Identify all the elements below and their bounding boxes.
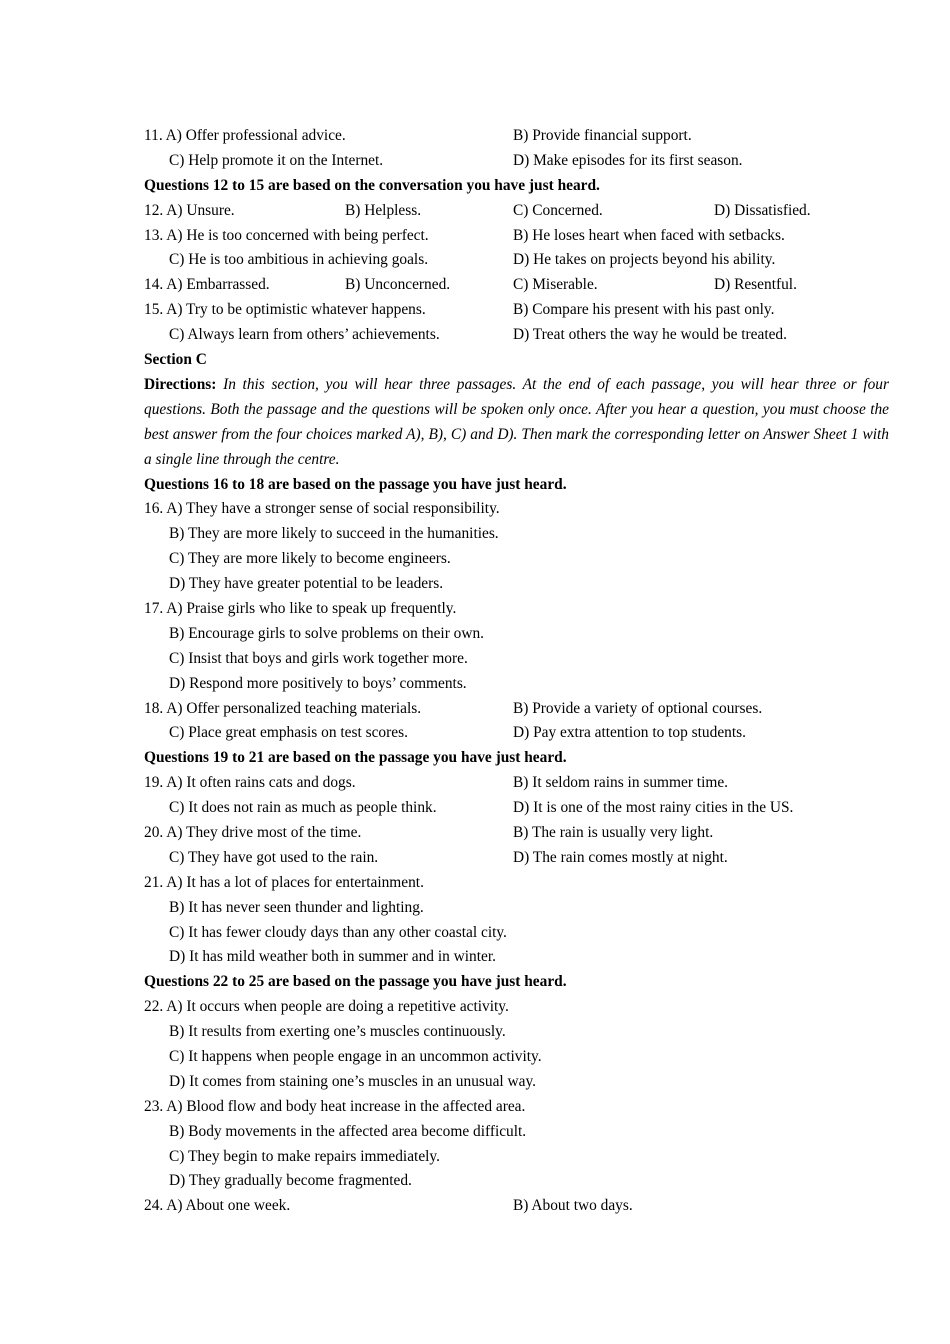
q16-option-a-text: 16. A) They have a stronger sense of social responsibility. xyxy=(144,500,500,518)
q17-option-c xyxy=(144,647,889,672)
question-14-row xyxy=(144,273,889,298)
q22-option-b xyxy=(144,1020,889,1045)
question-18-row-ab xyxy=(144,697,889,722)
q21-option-a-text: 21. A) It has a lot of places for entertainment. xyxy=(144,873,424,891)
q14-option-c: C) Miserable. xyxy=(513,276,598,294)
q22-option-c xyxy=(144,1045,889,1070)
q21-option-a xyxy=(144,871,889,896)
question-11-row-ab xyxy=(144,124,889,149)
q15-option-b: B) Compare his present with his past only. xyxy=(513,301,775,319)
q21-option-c xyxy=(144,921,889,946)
q13-option-a: 13. A) He is too concerned with being perfect. xyxy=(144,226,429,244)
q13-option-d: D) He takes on projects beyond his ability. xyxy=(513,251,776,269)
q23-option-d xyxy=(144,1169,889,1194)
question-13-row-ab xyxy=(144,224,889,249)
q14-option-d: D) Resentful. xyxy=(714,276,797,294)
question-24-row-ab xyxy=(144,1194,889,1219)
q23-option-a xyxy=(144,1095,889,1120)
q13-option-b: B) He loses heart when faced with setbacks. xyxy=(513,226,785,244)
question-11-row-cd xyxy=(144,149,889,174)
q19-option-c: C) It does not rain as much as people think. xyxy=(169,799,437,817)
question-13-row-cd xyxy=(144,248,889,273)
q17-option-a xyxy=(144,597,889,622)
heading-questions-12-15: Questions 12 to 15 are based on the conversation you have just heard. xyxy=(144,176,600,194)
q22-option-b-text: B) It results from exerting one’s muscles continuously. xyxy=(169,1023,506,1041)
q20-option-c: C) They have got used to the rain. xyxy=(169,848,379,866)
question-15-row-cd xyxy=(144,323,889,348)
q16-option-d xyxy=(144,572,889,597)
q23-option-d-text: D) They gradually become fragmented. xyxy=(169,1172,412,1190)
q12-option-d: D) Dissatisfied. xyxy=(714,201,811,219)
q22-option-d-text: D) It comes from staining one’s muscles in an unusual way. xyxy=(169,1072,537,1090)
q21-option-b-text: B) It has never seen thunder and lighting. xyxy=(169,898,424,916)
q20-option-d: D) The rain comes mostly at night. xyxy=(513,848,728,866)
q20-option-b: B) The rain is usually very light. xyxy=(513,824,714,841)
question-12-row xyxy=(144,199,889,224)
q12-option-c: C) Concerned. xyxy=(513,201,603,219)
question-15-row-ab xyxy=(144,298,889,323)
heading-questions-22-25: Questions 22 to 25 are based on the passage you have just heard. xyxy=(144,973,567,991)
directions-text: In this section, you will hear three passages. At the end of each passage, you will hear three or four questions. Both the passage and the questions will be spoken only once. After you hear a question, you must choose the best answer from the four choices marked A), B), C) and D). Then mark the corresponding letter on Answer Sheet 1 with a single line through the centre. xyxy=(144,375,889,468)
q17-option-a-text: 17. A) Praise girls who like to speak up frequently. xyxy=(144,599,457,617)
q15-option-a: 15. A) Try to be optimistic whatever happens. xyxy=(144,301,426,319)
q20-option-a: 20. A) They drive most of the time. xyxy=(144,824,362,841)
question-20-row-ab xyxy=(144,821,889,846)
q23-option-a-text: 23. A) Blood flow and body heat increase in the affected area. xyxy=(144,1097,526,1115)
q24-option-a: 24. A) About one week. xyxy=(144,1197,291,1215)
q11-option-d: D) Make episodes for its first season. xyxy=(513,151,743,169)
q11-option-c: C) Help promote it on the Internet. xyxy=(169,151,384,169)
q17-option-d-text: D) Respond more positively to boys’ comments. xyxy=(169,674,467,692)
question-19-row-ab xyxy=(144,771,889,796)
q12-option-a: 12. A) Unsure. xyxy=(144,201,235,219)
q12-option-b: B) Helpless. xyxy=(345,201,422,219)
q16-option-c-text: C) They are more likely to become engineers. xyxy=(169,550,451,568)
q22-option-c-text: C) It happens when people engage in an uncommon activity. xyxy=(169,1048,542,1066)
q17-option-b-text: B) Encourage girls to solve problems on their own. xyxy=(169,624,485,642)
q21-option-d-text: D) It has mild weather both in summer and in winter. xyxy=(169,948,496,966)
heading-questions-19-21: Questions 19 to 21 are based on the passage you have just heard. xyxy=(144,749,567,767)
q23-option-b xyxy=(144,1120,889,1145)
heading-questions-16-18: Questions 16 to 18 are based on the passage you have just heard. xyxy=(144,475,567,493)
q24-option-b: B) About two days. xyxy=(513,1197,633,1215)
question-18-row-cd xyxy=(144,721,889,746)
q19-option-d: D) It is one of the most rainy cities in the US. xyxy=(513,799,794,817)
directions-paragraph xyxy=(144,373,889,473)
q23-option-c-text: C) They begin to make repairs immediately. xyxy=(169,1147,440,1165)
q22-option-a xyxy=(144,995,889,1020)
section-c-title: Section C xyxy=(144,351,207,369)
q22-option-d xyxy=(144,1070,889,1095)
q16-option-b xyxy=(144,522,889,547)
q19-option-a: 19. A) It often rains cats and dogs. xyxy=(144,774,356,792)
q23-option-b-text: B) Body movements in the affected area become difficult. xyxy=(169,1122,527,1140)
directions-label: Directions: xyxy=(144,375,217,393)
q18-option-b: B) Provide a variety of optional courses. xyxy=(513,699,763,717)
q16-option-a xyxy=(144,497,889,522)
q21-option-d xyxy=(144,945,889,970)
q16-option-c xyxy=(144,547,889,572)
q21-option-b xyxy=(144,896,889,921)
q18-option-d: D) Pay extra attention to top students. xyxy=(513,724,746,742)
q14-option-b: B) Unconcerned. xyxy=(345,276,451,294)
q21-option-c-text: C) It has fewer cloudy days than any other coastal city. xyxy=(169,923,507,941)
q11-option-a: 11. A) Offer professional advice. xyxy=(144,127,346,144)
q19-option-b: B) It seldom rains in summer time. xyxy=(513,774,729,792)
q23-option-c xyxy=(144,1145,889,1170)
q14-option-a: 14. A) Embarrassed. xyxy=(144,276,270,294)
q18-option-c: C) Place great emphasis on test scores. xyxy=(169,724,408,742)
q18-option-a: 18. A) Offer personalized teaching materials. xyxy=(144,699,422,717)
question-19-row-cd xyxy=(144,796,889,821)
q17-option-c-text: C) Insist that boys and girls work together more. xyxy=(169,649,468,667)
exam-page xyxy=(144,124,889,1219)
q15-option-d: D) Treat others the way he would be treated. xyxy=(513,326,787,344)
q13-option-c: C) He is too ambitious in achieving goals. xyxy=(169,251,429,269)
q15-option-c: C) Always learn from others’ achievements. xyxy=(169,326,440,344)
q16-option-d-text: D) They have greater potential to be leaders. xyxy=(169,575,444,593)
q22-option-a-text: 22. A) It occurs when people are doing a repetitive activity. xyxy=(144,998,509,1016)
q17-option-b xyxy=(144,622,889,647)
q17-option-d xyxy=(144,672,889,697)
question-20-row-cd xyxy=(144,846,889,871)
q16-option-b-text: B) They are more likely to succeed in the humanities. xyxy=(169,525,499,543)
q11-option-b: B) Provide financial support. xyxy=(513,127,692,144)
